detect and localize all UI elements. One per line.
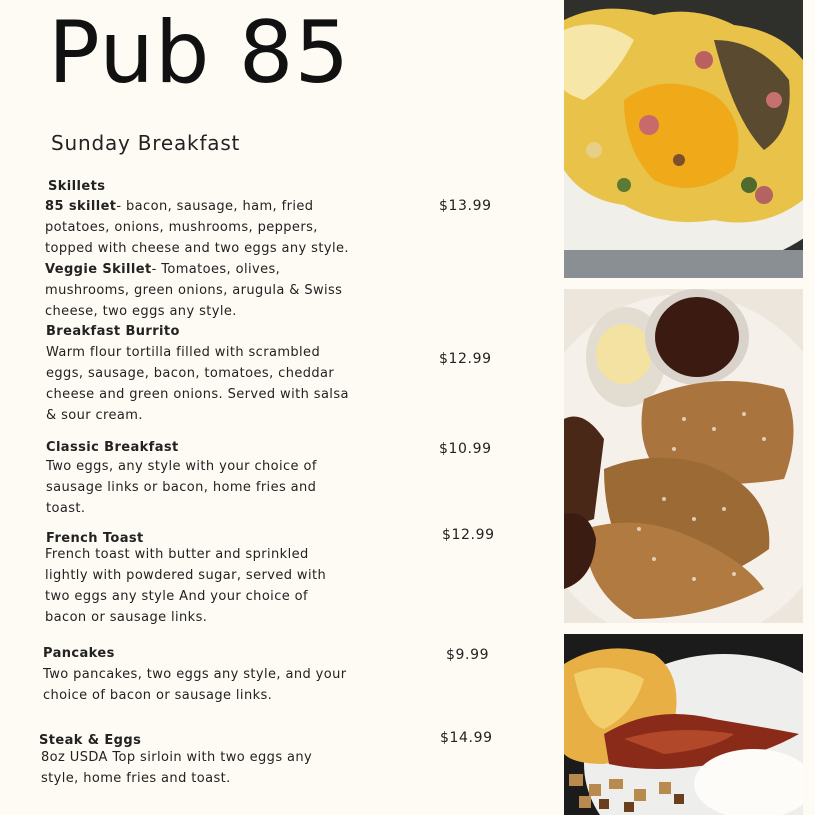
item-desc-line: French toast with butter and sprinkled — [45, 547, 309, 562]
item-desc-line: 8oz USDA Top sirloin with two eggs any — [41, 750, 313, 765]
item-name: Veggie Skillet — [45, 262, 152, 277]
item-desc-line: & sour cream. — [46, 408, 143, 423]
page-subtitle: Sunday Breakfast — [51, 131, 241, 155]
item-name-classic: Classic Breakfast — [46, 440, 179, 455]
item-desc-line: two eggs any style And your choice of — [45, 589, 308, 604]
price-classic: $10.99 — [439, 441, 492, 457]
item-desc-line: Warm flour tortilla filled with scrambled — [46, 345, 321, 360]
item-name-burrito: Breakfast Burrito — [46, 324, 180, 339]
price-steak: $14.99 — [440, 730, 493, 746]
page-title: Pub 85 — [48, 3, 351, 103]
item-desc-line: choice of bacon or sausage links. — [43, 688, 273, 703]
price-burrito: $12.99 — [439, 351, 492, 367]
section-heading-skillets: Skillets — [48, 179, 106, 194]
item-desc-line: lightly with powdered sugar, served with — [45, 568, 327, 583]
item-desc-line: topped with cheese and two eggs any style. — [45, 241, 349, 256]
item-desc-line: style, home fries and toast. — [41, 771, 231, 786]
price-pancakes: $9.99 — [446, 647, 490, 663]
menu-item-veggie-skillet — [45, 259, 280, 280]
french-toast-photo — [564, 289, 803, 623]
item-desc-line: toast. — [46, 501, 86, 516]
skillet-photo — [564, 0, 803, 278]
item-desc-line: bacon or sausage links. — [45, 610, 208, 625]
item-name-french-toast: French Toast — [46, 531, 144, 546]
item-name-pancakes: Pancakes — [43, 646, 115, 661]
steak-eggs-photo — [564, 634, 803, 815]
item-desc: - bacon, sausage, ham, fried — [116, 199, 314, 214]
item-desc-line: cheese, two eggs any style. — [45, 304, 237, 319]
menu-item-85-skillet — [45, 196, 313, 217]
price-85-skillet: $13.99 — [439, 198, 492, 214]
item-desc-line: eggs, sausage, bacon, tomatoes, cheddar — [46, 366, 335, 381]
item-desc-line: potatoes, onions, mushrooms, peppers, — [45, 220, 318, 235]
item-desc-line: Two pancakes, two eggs any style, and your — [43, 667, 347, 682]
item-desc-line: mushrooms, green onions, arugula & Swiss — [45, 283, 343, 298]
price-french-toast: $12.99 — [442, 527, 495, 543]
item-desc-line: cheese and green onions. Served with salsa — [46, 387, 349, 402]
item-desc-line: Two eggs, any style with your choice of — [46, 459, 317, 474]
item-name-steak: Steak & Eggs — [39, 733, 142, 748]
item-desc: - Tomatoes, olives, — [151, 262, 281, 277]
item-desc-line: sausage links or bacon, home fries and — [46, 480, 317, 495]
item-name: 85 skillet — [45, 199, 117, 214]
